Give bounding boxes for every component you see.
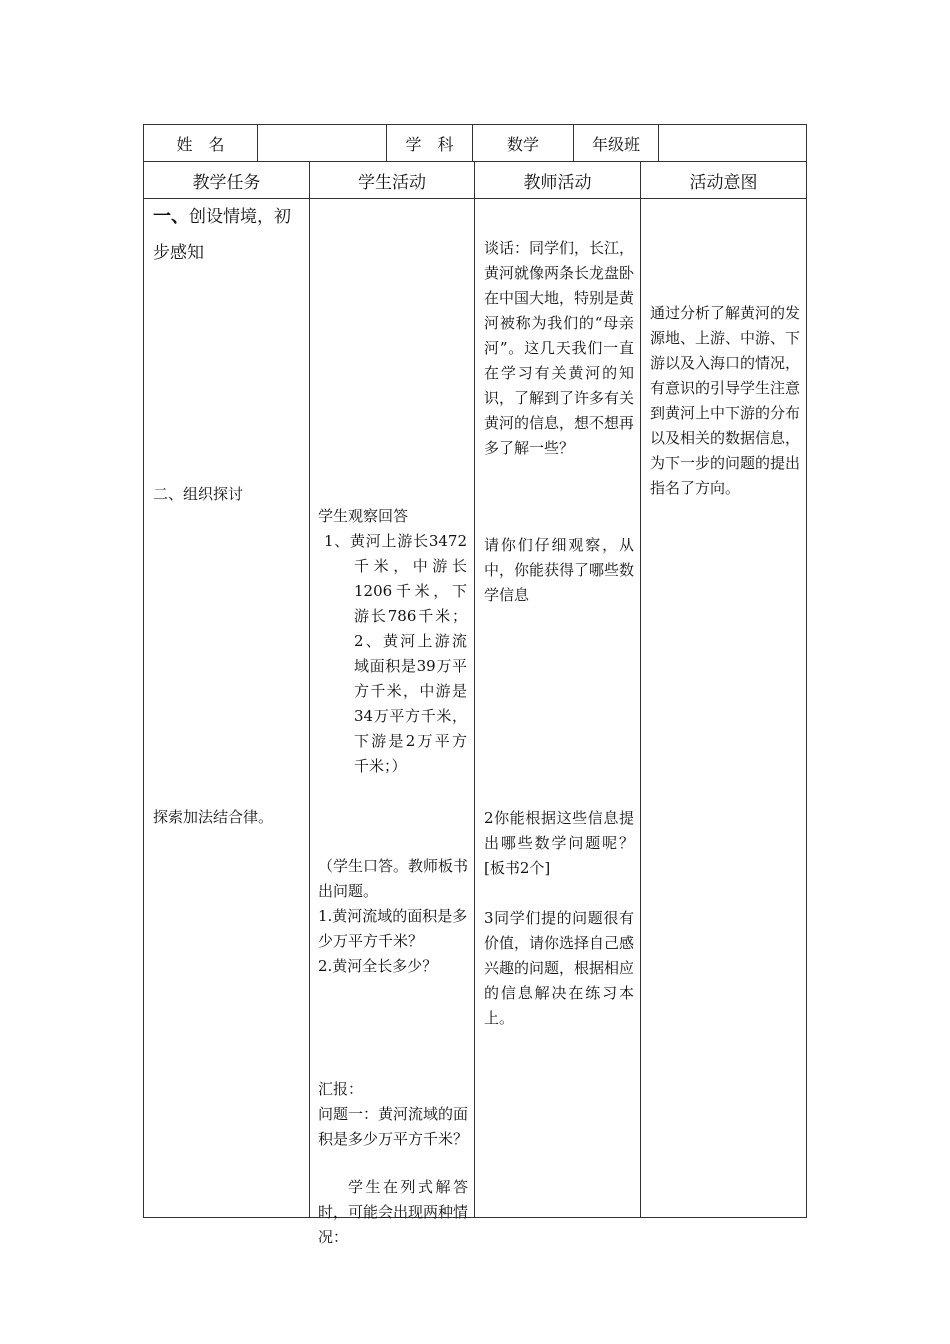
task-section-3: 探索加法结合律。: [153, 808, 274, 826]
student-report-label: 汇报：: [318, 1080, 364, 1098]
student-question-1: 1.黄河流域的面积是多少万平方千米？: [318, 907, 468, 950]
subject-label: 学 科: [387, 125, 473, 162]
intent-column: [641, 199, 807, 1218]
student-item-1: 1、黄河上游长3472千米，中游长1206千米，下游长786千米；2、黄河上游流域面积是39万平方千米，中游是34万平方千米，下游是2万平方千米；）: [324, 532, 467, 775]
header-teacher: 教师活动: [475, 162, 641, 199]
header-student: 学生活动: [310, 162, 475, 199]
task-section-2: 二、组织探讨: [153, 485, 244, 503]
header-row: [144, 162, 807, 199]
plan-table: [143, 161, 807, 1246]
header-task: 教学任务: [144, 162, 310, 199]
info-table: [143, 124, 807, 162]
subject-value: 数学: [473, 125, 574, 162]
name-label: 姓 名: [144, 125, 258, 162]
grade-label: 年级班: [574, 125, 659, 162]
teacher-column: [475, 199, 641, 1218]
grade-value: [659, 125, 807, 162]
body-row: [144, 199, 807, 1218]
student-oral: （学生口答。教师板书出问题。: [318, 857, 469, 900]
teacher-question-2: 2你能根据这些信息提出哪些数学问题呢？[板书2个]: [484, 809, 634, 877]
info-row: [144, 125, 807, 162]
name-value: [258, 125, 387, 162]
task-column: [144, 199, 310, 1218]
teacher-talk: 谈话：同学们，长江，黄河就像两条长龙盘卧在中国大地，特别是黄河被称为我们的“母亲河”。这几天我们一直在学习有关黄河的知识，了解到了许多有关黄河的信息，想不想再多了解一些？: [484, 239, 635, 457]
teacher-observe: 请你们仔细观察，从中，你能获得了哪些数学信息: [484, 536, 635, 604]
student-observe: 学生观察回答: [318, 507, 409, 525]
teacher-question-3: 3同学们提的问题很有价值，请你选择自己感兴趣的问题，根据相应的信息解决在练习本上。: [484, 909, 635, 1027]
header-intent: 活动意图: [641, 162, 807, 199]
student-report-text: 学生在列式解答时，可能会出现两种情况：: [318, 1178, 469, 1246]
intent-text: 通过分析了解黄河的发源地、上游、中游、下游以及入海口的情况，有意识的引导学生注意到黄河上中下游的分布以及相关的数据信息，为下一步的问题的提出指名了方向。: [650, 304, 801, 497]
student-report-question: 问题一：黄河流域的面积是多少万平方千米？: [318, 1105, 469, 1148]
student-column: [310, 199, 475, 1246]
student-question-2: 2.黄河全长多少？: [318, 957, 438, 975]
task-section-1: 一、创设情境，初步感知: [153, 206, 291, 263]
